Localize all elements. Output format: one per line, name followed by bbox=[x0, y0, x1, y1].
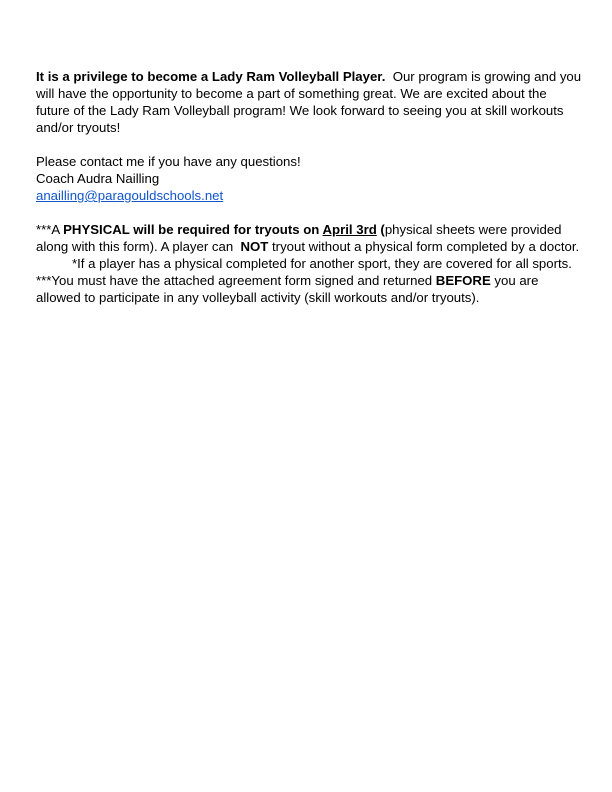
tryout-date: April 3rd bbox=[322, 222, 377, 237]
spacer bbox=[36, 204, 582, 221]
before-emphasis: BEFORE bbox=[435, 273, 491, 288]
contact-block bbox=[36, 153, 582, 204]
physical-prefix: ***A bbox=[36, 222, 64, 237]
physical-rest: physical sheets were provided bbox=[384, 222, 562, 237]
physical-bold: PHYSICAL will be required for tryouts on bbox=[63, 222, 323, 237]
intro-line-4: and/or tryouts! bbox=[36, 120, 121, 135]
document-body bbox=[36, 68, 582, 306]
coach-name: Coach Audra Nailling bbox=[36, 171, 160, 186]
physical-line-2 bbox=[36, 238, 582, 255]
agreement-line-2: allowed to participate in any volleyball activity (skill workouts and/or tryouts). bbox=[36, 290, 480, 305]
physical-line-2b: tryout without a physical form completed by a doctor. bbox=[268, 239, 580, 254]
intro-line-1 bbox=[36, 68, 582, 85]
physical-line-2a: along with this form). A player can bbox=[36, 239, 241, 254]
intro-paragraph bbox=[36, 68, 582, 136]
agreement-line-1a: ***You must have the attached agreement form signed and returned bbox=[36, 273, 436, 288]
physical-note: *If a player has a physical completed for another sport, they are covered for all sports. bbox=[72, 256, 572, 271]
agreement-line-1b: you are bbox=[490, 273, 539, 288]
email-link[interactable]: anailling@paragouldschools.net bbox=[36, 188, 224, 203]
intro-line-1-rest: Our program is growing and you bbox=[385, 69, 582, 84]
requirements-block bbox=[36, 221, 582, 306]
not-emphasis: NOT bbox=[240, 239, 269, 254]
intro-bold-lead: It is a privilege to become a Lady Ram Volleyball Player. bbox=[36, 69, 386, 84]
agreement-line-1 bbox=[36, 272, 582, 289]
spacer bbox=[36, 136, 582, 153]
intro-line-2: will have the opportunity to become a part of something great. We are excited about the bbox=[36, 86, 547, 101]
physical-paren: ( bbox=[376, 222, 385, 237]
physical-line-1 bbox=[36, 221, 582, 238]
intro-line-3: future of the Lady Ram Volleyball program! We look forward to seeing you at skill workouts bbox=[36, 103, 564, 118]
contact-line-1: Please contact me if you have any questions! bbox=[36, 154, 301, 169]
